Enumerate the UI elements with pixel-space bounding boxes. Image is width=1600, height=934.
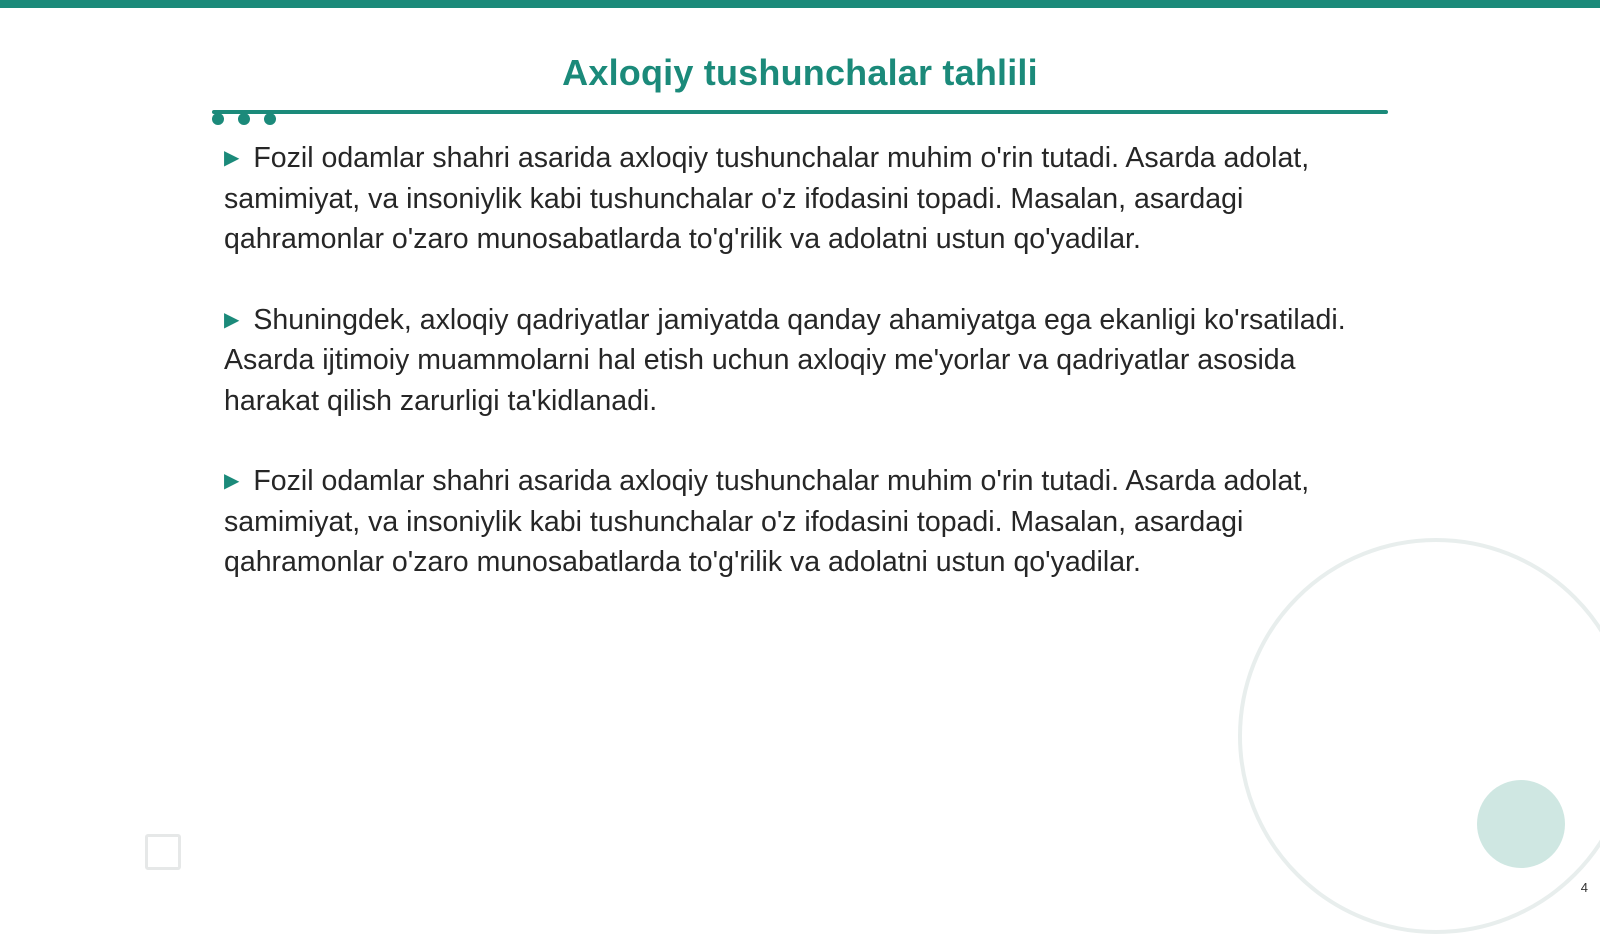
bullet-paragraph: [224, 461, 1354, 583]
triangle-bullet-icon: ▶: [224, 308, 240, 331]
page-number: 4: [1580, 880, 1588, 895]
decorative-dot: [264, 113, 276, 125]
paragraph-text: Shuningdek, axloqiy qadriyatlar jamiyatda qanday ahamiyatga ega ekanligi ko'rsatiladi. Asarda ijtimoiy muammolarni hal etish uchun axloqiy me'yorlar va qadriyatlar asosida harakat qilish zarurligi ta'kidlanadi.: [224, 303, 1346, 417]
decorative-square: [145, 834, 181, 870]
title-underline: [212, 110, 1388, 114]
triangle-bullet-icon: ▶: [224, 147, 240, 169]
decorative-circle: [1477, 780, 1565, 868]
triangle-bullet-icon: ▶: [224, 470, 240, 492]
top-accent-bar: [0, 0, 1600, 8]
decorative-dot: [238, 113, 250, 125]
bullet-paragraph: [224, 138, 1354, 260]
bullet-paragraph: [224, 300, 1354, 422]
decorative-dot: [212, 113, 224, 125]
slide-body: [224, 138, 1354, 623]
paragraph-text: Fozil odamlar shahri asarida axloqiy tushunchalar muhim o'rin tutadi. Asarda adolat, samimiyat, va insoniylik kabi tushunchalar o'z ifodasini topadi. Masalan, asardagi qahramonlar o'zaro munosabatlarda to'g'rilik va adolatni ustun qo'yadilar.: [224, 465, 1310, 578]
paragraph-text: Fozil odamlar shahri asarida axloqiy tushunchalar muhim o'rin tutadi. Asarda adolat, samimiyat, va insoniylik kabi tushunchalar o'z ifodasini topadi. Masalan, asardagi qahramonlar o'zaro munosabatlarda to'g'rilik va adolatni ustun qo'yadilar.: [224, 142, 1310, 255]
slide-title: Axloqiy tushunchalar tahlili: [562, 52, 1038, 93]
